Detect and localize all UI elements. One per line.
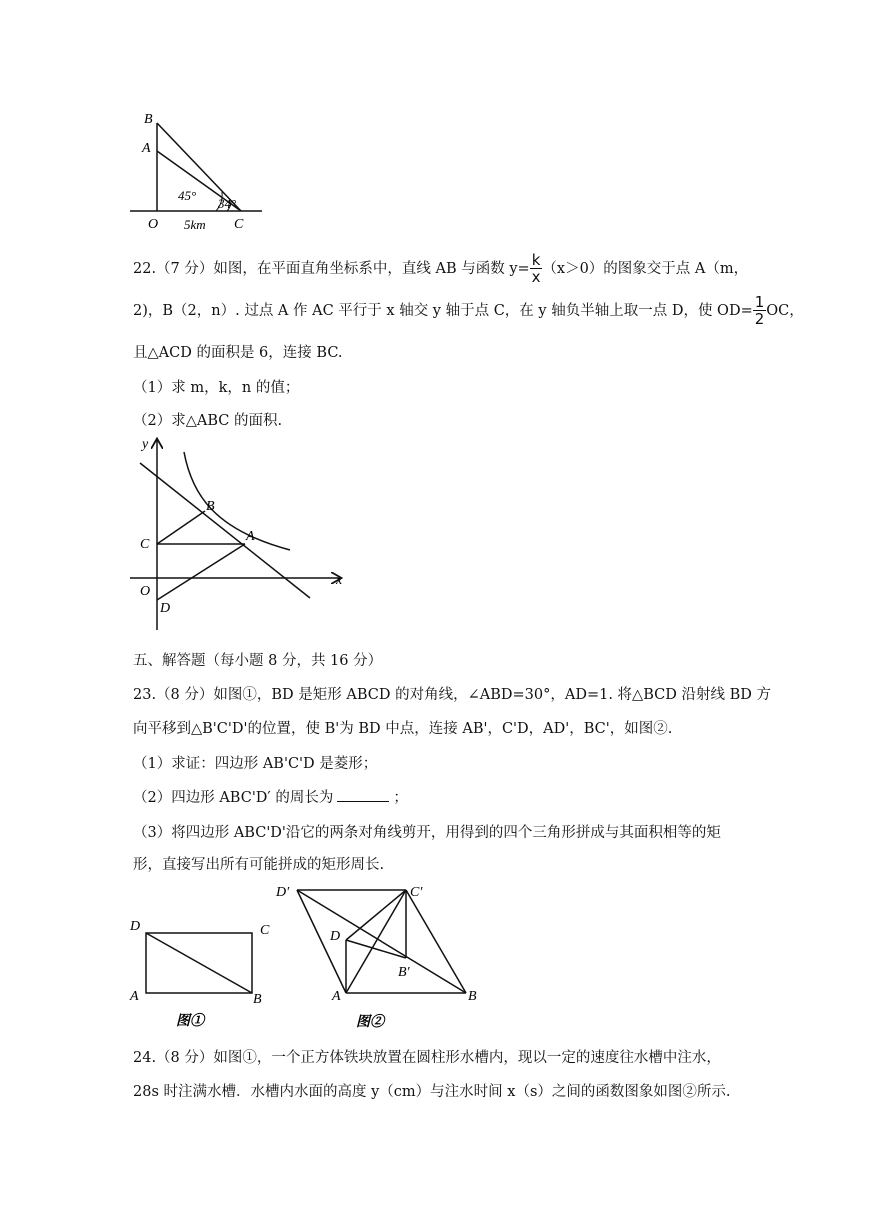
q22-part1: （1）求 m，k，n 的值； — [133, 380, 300, 396]
label-D: D — [160, 601, 171, 616]
label-D: D — [130, 919, 141, 934]
q23-part2-end: ； — [393, 790, 408, 806]
label-O: O — [148, 217, 159, 232]
label-angle45: 45° — [178, 188, 197, 203]
label-angle34: 34° — [218, 196, 237, 211]
q22-fraction-half — [753, 295, 767, 327]
label-x: x — [336, 573, 343, 588]
q23-line2: 向平移到△B'C'D'的位置，使 B'为 BD 中点，连接 AB'，C'D，AD'，BC'，如图②. — [133, 721, 673, 737]
seg-d-cp — [346, 890, 406, 940]
label-dist: 5km — [184, 217, 206, 232]
q24-line1: 24.（8 分）如图①，一个正方体铁块放置在圆柱形水槽内，现以一定的速度往水槽中注水， — [133, 1050, 721, 1066]
label-B: B — [206, 499, 215, 514]
top-triangle-figure — [120, 105, 280, 235]
q22-text-1b: （x＞0）的图象交于点 A（m， — [542, 261, 749, 277]
q23-figure-2 — [270, 880, 490, 1032]
frac-num: k — [531, 251, 541, 269]
q22-text-2b: OC， — [766, 303, 804, 319]
q23-part1: （1）求证：四边形 AB'C'D 是菱形； — [133, 756, 378, 772]
caption-fig2: 图② — [356, 1015, 384, 1030]
label-A: A — [332, 989, 341, 1004]
q22-fraction-k-over-x — [530, 253, 543, 285]
label-y: y — [142, 437, 149, 452]
label-C: C — [234, 217, 244, 232]
label-B: B — [144, 112, 153, 127]
q22-coordinate-figure — [120, 430, 360, 640]
q22-text-1a: 22.（7 分）如图，在平面直角坐标系中，直线 AB 与函数 y= — [133, 261, 530, 277]
frac2-num: 1 — [754, 293, 765, 311]
q23-line1: 23.（8 分）如图①，BD 是矩形 ABCD 的对角线，∠ABD=30°，AD=1. 将△BCD 沿射线 BD 方 — [133, 687, 771, 703]
label-D: D — [330, 929, 341, 944]
q24-line2: 28s 时注满水槽．水槽内水面的高度 y（cm）与注水时间 x（s）之间的函数图象如图②所示. — [133, 1084, 731, 1100]
q22-line1 — [133, 253, 748, 285]
seg-dp-b — [297, 890, 466, 993]
frac2-den: 2 — [754, 310, 765, 328]
line-cb — [157, 511, 205, 544]
label-C: C — [260, 923, 270, 938]
q23-part2 — [133, 786, 408, 807]
frac-den: x — [531, 268, 541, 286]
label-A: A — [142, 141, 151, 156]
q22-line3: 且△ACD 的面积是 6，连接 BC. — [133, 345, 343, 361]
label-B: B — [253, 992, 262, 1007]
caption-fig1: 图① — [176, 1014, 204, 1029]
q22-text-2a: 2)，B（2，n）. 过点 A 作 AC 平行于 x 轴交 y 轴于点 C，在 y 轴负半轴上取一点 D，使 OD= — [133, 303, 753, 319]
section-5-heading: 五、解答题（每小题 8 分，共 16 分） — [133, 653, 383, 669]
q23-figure-1 — [120, 910, 290, 1030]
label-C: C — [140, 537, 150, 552]
line-da — [157, 544, 245, 600]
q22-line2 — [133, 295, 804, 327]
label-Dp: D′ — [276, 885, 290, 900]
diagonal-bd — [146, 933, 252, 993]
q23-part2-text: （2）四边形 ABC'D′ 的周长为 — [133, 790, 334, 806]
q23-part3a: （3）将四边形 ABC'D'沿它的两条对角线剪开，用得到的四个三角形拼成与其面积相等的矩 — [133, 825, 721, 841]
q23-part3b: 形，直接写出所有可能拼成的矩形周长. — [133, 857, 385, 873]
label-B: B — [468, 989, 477, 1004]
seg-cp-b — [406, 890, 466, 993]
label-A: A — [246, 529, 255, 544]
label-Bp: B′ — [398, 965, 410, 980]
label-Cp: C′ — [410, 885, 423, 900]
seg-a-cp — [346, 890, 406, 993]
label-O: O — [140, 584, 151, 599]
answer-blank[interactable] — [337, 789, 389, 802]
hyperbola-curve — [184, 452, 290, 550]
label-A: A — [130, 989, 139, 1004]
q22-part2: （2）求△ABC 的面积. — [133, 413, 283, 429]
